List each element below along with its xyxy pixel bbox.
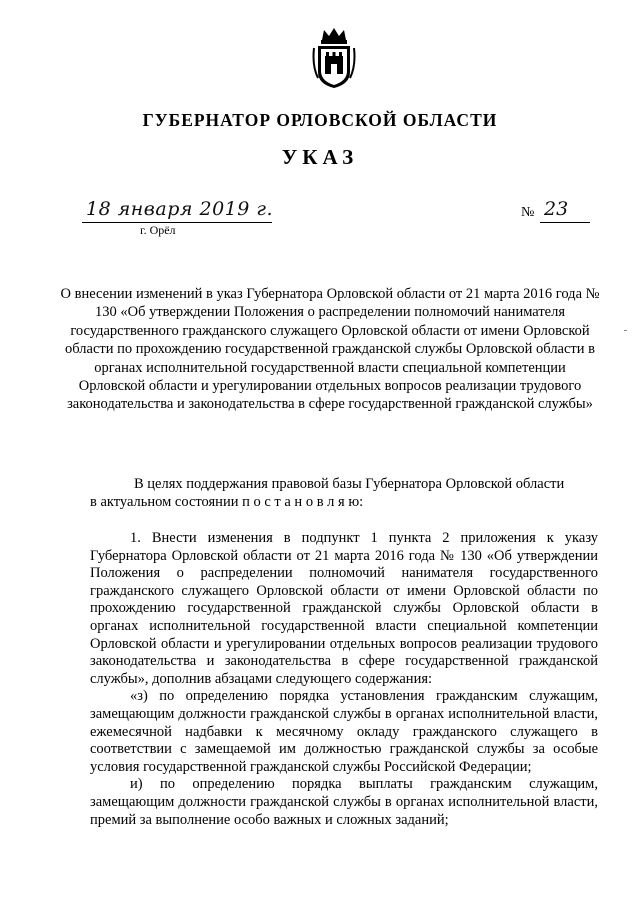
- decree-subitem-i: и) по определению порядка выплаты гражданским служащим, замещающим должности гражданской службы в органах исполнительной власти, премий за выполнение особо важных и сложных заданий;: [90, 776, 598, 828]
- scan-edge-mark: [624, 330, 627, 331]
- decree-title: О внесении изменений в указ Губернатора Орловской области от 21 марта 2016 года № 130 «Об утверждении Положения о распределении полномочий нанимателя государственного гражданского служащего Орловской области от имени Орловской области по прохождению государственной гражданской службы Орловской области в органах исполнительной государственной власти специальной компетенции Орловской области и урегулировании отдельных вопросов реализации трудового законодательства и законодательства в сфере государственной гражданской службы»: [60, 286, 600, 413]
- decree-item-1: 1. Внести изменения в подпункт 1 пункта 2 приложения к указу Губернатора Орловской области от 21 марта 2016 года № 130 «Об утверждении Положения о распределении полномочий нанимателя государственного гражданского служащего Орловской области от имени Орловской области по прохождению государственной гражданской службы Орловской области в органах исполнительной государственной власти специальной компетенции Орловской области и урегулировании отдельных вопросов реализации трудового законодательства и законодательства в сфере государственной гражданской службы», дополнив абзацами следующего содержания:: [90, 530, 598, 687]
- preamble: [90, 475, 598, 511]
- handwritten-date: 18 января 2019 г.: [86, 198, 274, 220]
- preamble-line-2: в актуальном состоянии п о с т а н о в л я ю:: [90, 494, 364, 510]
- document-number-label: №: [521, 205, 535, 220]
- coat-of-arms-icon: [312, 26, 356, 90]
- authority-heading: ГУБЕРНАТОР ОРЛОВСКОЙ ОБЛАСТИ: [142, 110, 498, 130]
- decree-body: [90, 530, 598, 829]
- number-underline: [540, 222, 590, 223]
- preamble-line-1: В целях поддержания правовой базы Губернатора Орловской области: [134, 476, 565, 492]
- handwritten-document-number: 23: [544, 198, 569, 220]
- document-type-heading: УКАЗ: [281, 145, 359, 169]
- issue-city: г. Орёл: [140, 223, 176, 237]
- decree-subitem-z: «з) по определению порядка установления гражданским служащим, замещающим должности гражданской службы в органах исполнительной власти, ежемесячной надбавки к месячному окладу гражданского служащего в соответствии с замещаемой им должностью гражданской службы за особые условия государственной гражданской службы Российской Федерации;: [90, 688, 598, 775]
- date-underline: [82, 222, 272, 223]
